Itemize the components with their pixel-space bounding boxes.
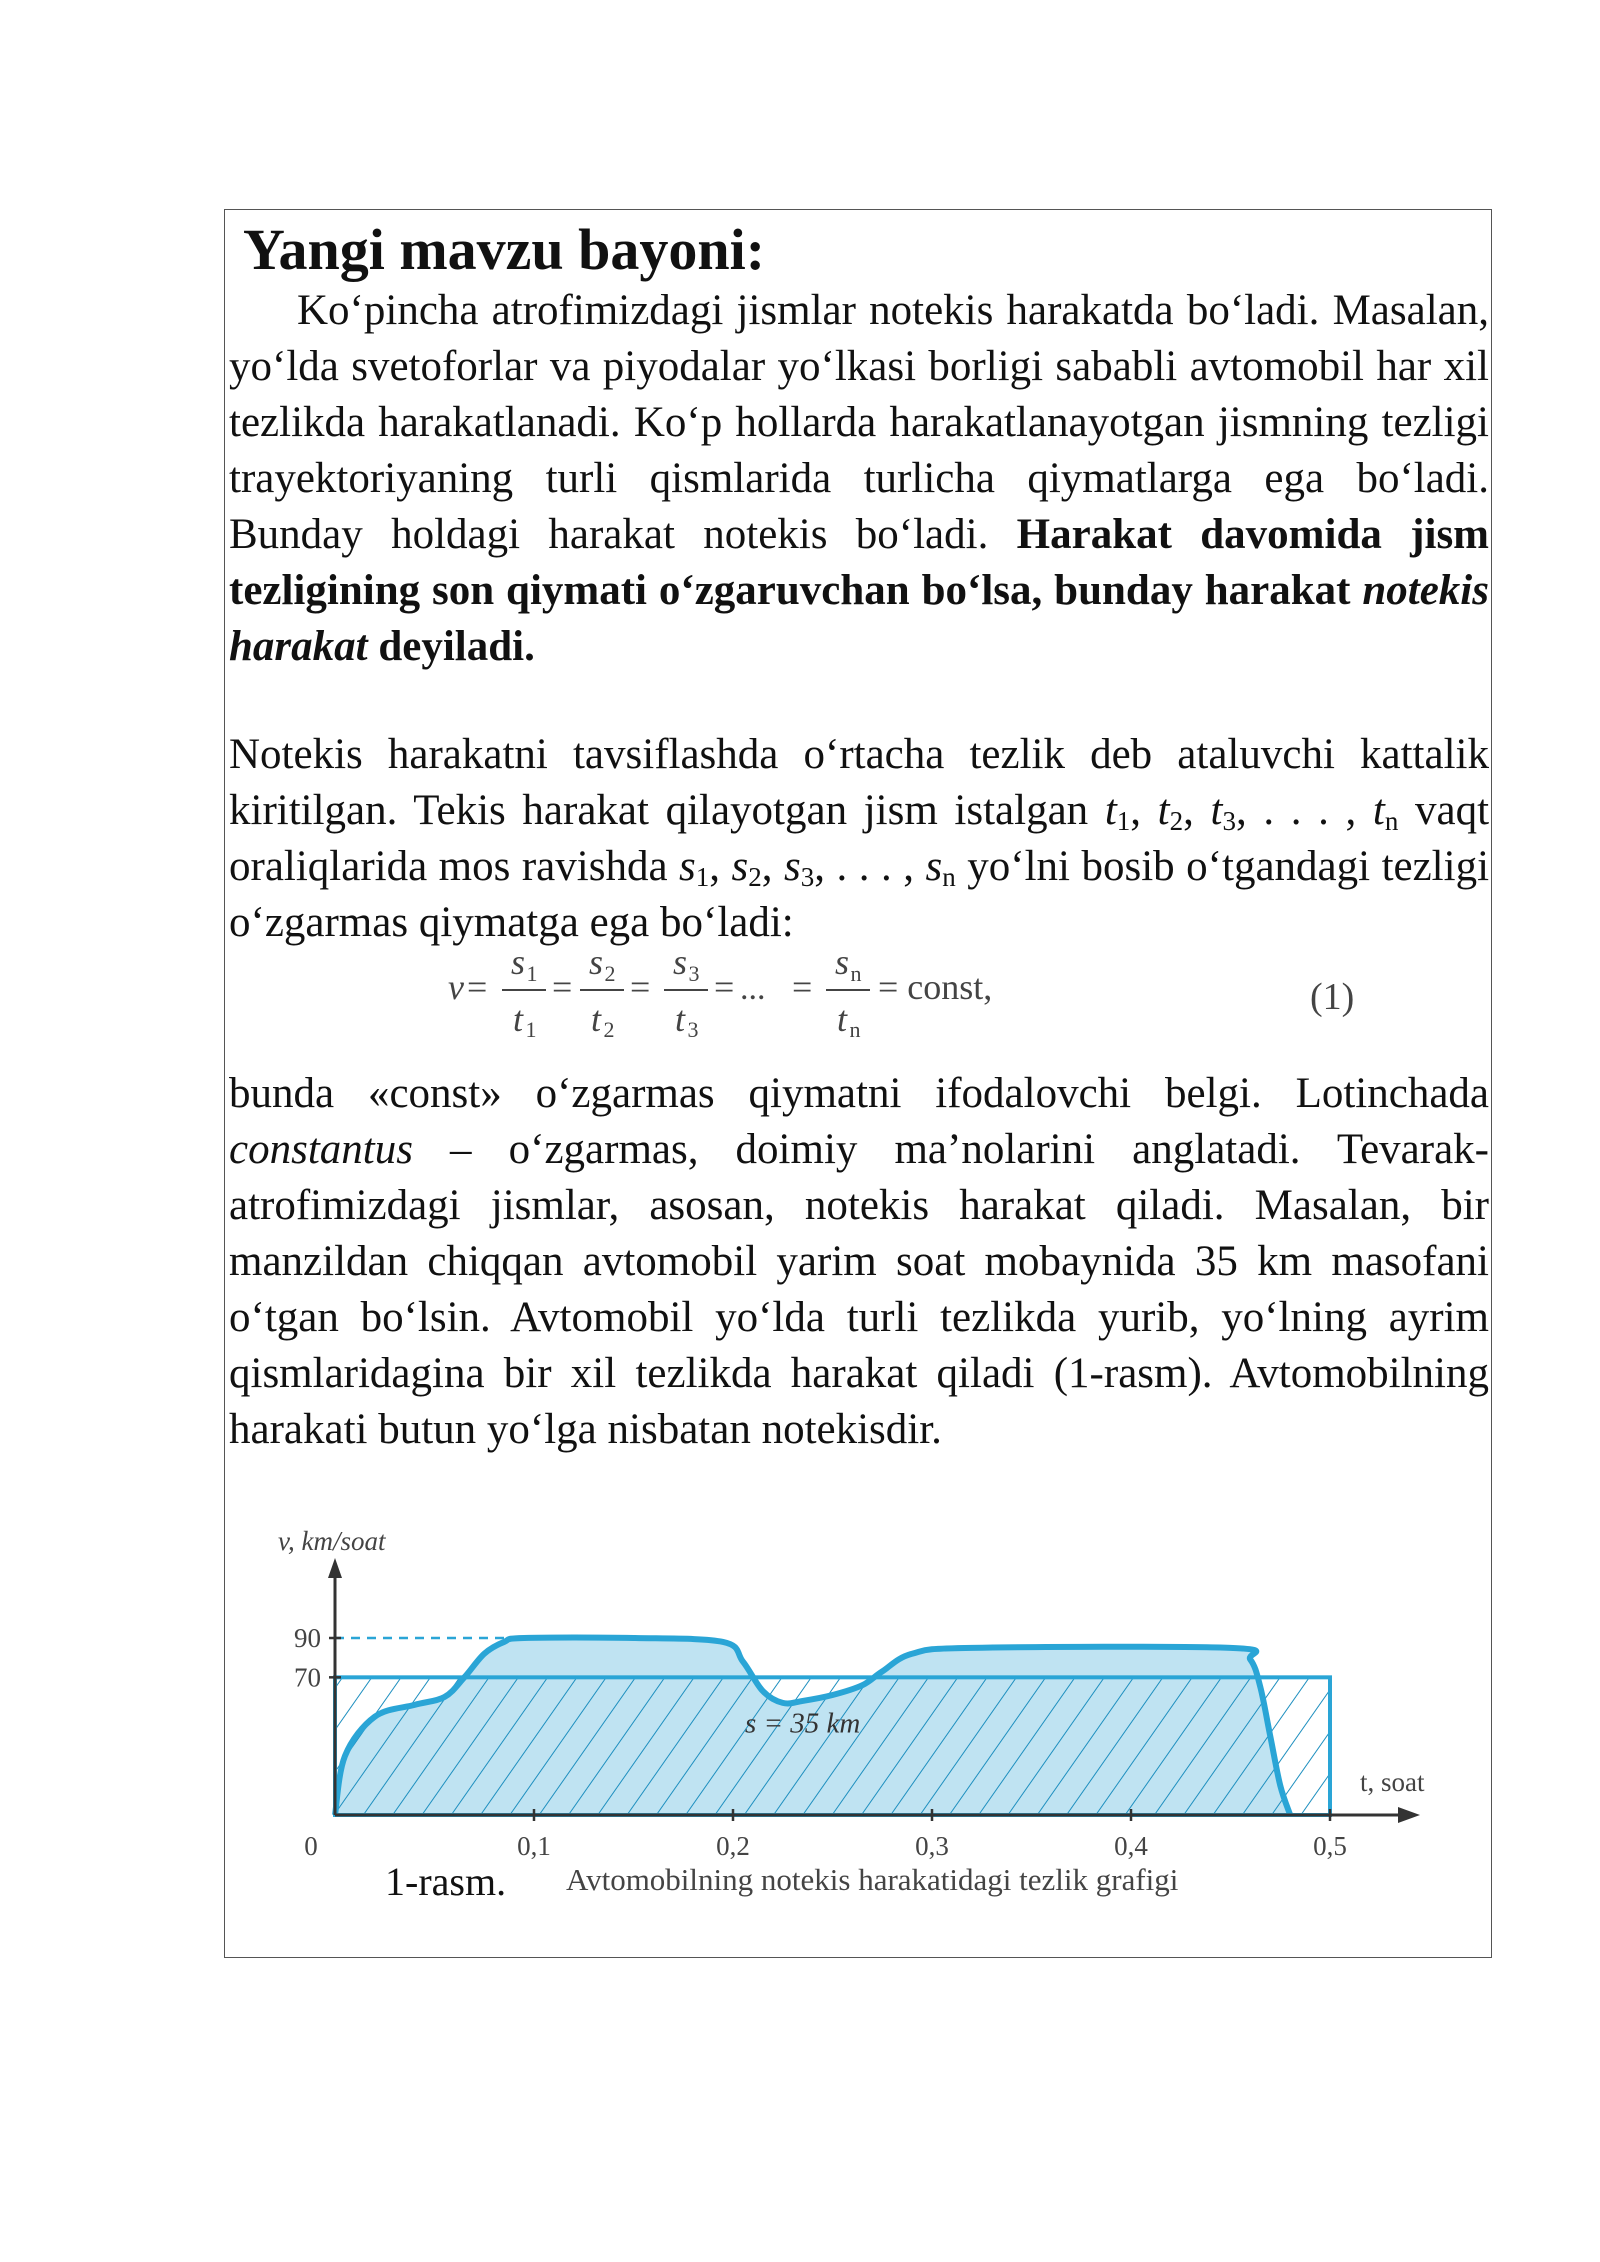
var-s: s: [784, 843, 801, 890]
formula-eq: =: [552, 967, 573, 1007]
latin-term: constantus: [229, 1126, 413, 1173]
formula-sub: 3: [688, 961, 700, 986]
velocity-time-chart: [240, 1526, 1460, 1861]
formula-t: t: [512, 999, 524, 1039]
x-tick-label: 0,4: [1114, 1831, 1148, 1861]
formula-s: s: [510, 942, 526, 982]
x-tick-label: 0,2: [716, 1831, 750, 1861]
y-axis-label: v, km/soat: [278, 1526, 386, 1556]
paragraph1-text: Ko‘pincha atrofimizdagi jismlar notekis harakatda bo‘ladi. Masalan, yo‘lda svetoforlar va piyodalar yo‘lkasi borligi sababli avtomobil har xil tezlikda harakatlanadi. Ko‘p hollarda harakatlanayotgan jismning tezligi trayektoriyaning turli qismlarida turlicha qiymatlarga ega bo‘ladi. Bunday holdagi harakat notekis bo‘ladi.: [229, 287, 1489, 558]
formula-sub: n: [850, 961, 862, 986]
var-t: t: [1157, 787, 1170, 834]
paragraph2-text-b: vaqt oraliqlarida mos ravishda: [229, 787, 1490, 890]
figure-caption: Avtomobilning notekis harakatidagi tezlik grafigi: [566, 1862, 1179, 1897]
sep: ,: [1235, 787, 1247, 834]
var-s: s: [731, 843, 749, 890]
x-tick-label: 0,5: [1313, 1831, 1347, 1861]
formula-dots: ...: [740, 970, 766, 1007]
origin-label: 0: [304, 1831, 318, 1861]
formula-sub: 2: [604, 961, 616, 986]
sep: ,: [1183, 787, 1211, 834]
x-tick-label: 0,1: [517, 1831, 551, 1861]
var-t: t: [1210, 787, 1223, 834]
formula-eq: =: [714, 967, 735, 1007]
formula-number: (1): [1310, 976, 1355, 1018]
formula-sub: 1: [525, 1017, 537, 1042]
formula-eq: =: [630, 967, 651, 1007]
formula-eq: =: [467, 967, 488, 1007]
y-axis-arrow: [328, 1558, 342, 1578]
sub-n: n: [1384, 806, 1399, 836]
sep: ,: [761, 843, 785, 890]
formula-sub: 3: [687, 1017, 699, 1042]
paragraph-average-speed: [229, 727, 1489, 951]
x-axis-label: t, soat: [1360, 1767, 1425, 1797]
formula-t: t: [674, 999, 686, 1039]
paragraph-const: [229, 1066, 1489, 1458]
formula-s: s: [672, 942, 688, 982]
sub-2: 2: [748, 862, 762, 892]
paragraph2-text-a: Notekis harakatni tavsiflashda o‘rtacha tezlik deb ataluvchi kattalik kiritilgan. Tekis harakat qilayotgan jism istalgan: [229, 731, 1489, 834]
formula-v: v: [448, 967, 464, 1007]
formula-1: [440, 942, 1420, 1042]
y-tick-label: 70: [294, 1662, 321, 1693]
x-tick-label: 0,3: [915, 1831, 949, 1861]
definition-bold: Harakat davomida jism tezligining son qiymati o‘zgaruvchan bo‘lsa, bunday harakat: [229, 511, 1490, 614]
sep: ,: [814, 843, 826, 890]
formula-s: s: [834, 942, 850, 982]
figure-number: 1-rasm.: [385, 1859, 507, 1904]
paragraph3-text-a: bunda «const» o‘zgarmas qiymatni ifodalovchi belgi. Lotinchada: [229, 1070, 1489, 1117]
y-tick-label: 90: [294, 1623, 321, 1653]
formula-s: s: [588, 942, 604, 982]
formula-t: t: [590, 999, 602, 1039]
sub-3: 3: [800, 862, 815, 892]
formula-t: t: [836, 999, 848, 1039]
var-t: t: [1104, 787, 1117, 834]
area-label: s = 35 km: [744, 1707, 861, 1740]
paragraph3-text-b: – o‘zgarmas, doimiy ma’nolarini anglatadi. Tevarak-atrofimizdagi jismlar, asosan, notekis harakat qiladi. Masalan, bir manzildan chiqqan avtomobil yarim soat mobaynida 35 km masofani o‘tgan bo‘lsin. Avtomobil yo‘lda turli tezlikda yurib, yo‘lning ayrim qismlaridagina bir xil tezlikda harakat qiladi (1-rasm). Avtomobilning harakati butun yo‘lga nisbatan notekisdir.: [229, 1126, 1489, 1453]
var-s: s: [925, 843, 943, 890]
formula-const: = const,: [878, 967, 993, 1007]
formula-sub: 1: [526, 961, 538, 986]
formula-sub: n: [849, 1017, 861, 1042]
sep: ,: [1130, 787, 1158, 834]
definition-end: deyiladi.: [367, 623, 535, 670]
paragraph2-text-c: yo‘lni bosib o‘tgandagi tezligi o‘zgarmas qiymatga ega bo‘ladi:: [229, 843, 1490, 946]
chart-layer: [278, 1526, 1425, 1861]
sub-3: 3: [1222, 806, 1236, 836]
formula-eq: =: [792, 967, 813, 1007]
var-t: t: [1372, 787, 1385, 834]
ellipsis: . . . ,: [825, 843, 926, 890]
definition-term: notekis harakat: [229, 567, 1489, 670]
x-axis-arrow: [1398, 1807, 1420, 1823]
paragraph-uneven-motion: [229, 283, 1489, 675]
sub-n: n: [942, 862, 956, 892]
sub-2: 2: [1169, 806, 1184, 836]
sub-1: 1: [1116, 806, 1131, 836]
formula-sub: 2: [603, 1017, 615, 1042]
sub-1: 1: [695, 862, 710, 892]
var-s: s: [679, 843, 696, 890]
page-heading: Yangi mavzu bayoni:: [243, 217, 766, 282]
sep: ,: [709, 843, 732, 890]
ellipsis: . . . ,: [1246, 787, 1373, 834]
